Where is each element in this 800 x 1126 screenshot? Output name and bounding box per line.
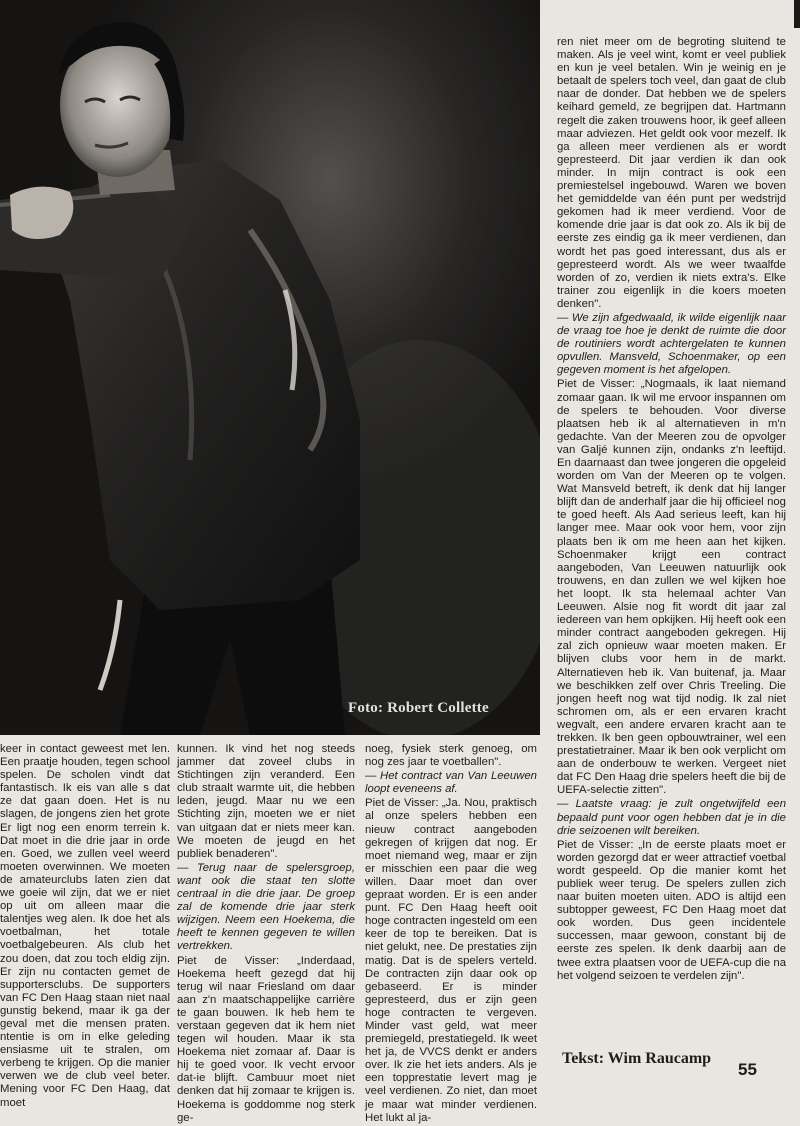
- article-byline: Tekst: Wim Raucamp: [562, 1050, 712, 1067]
- photo-credit: Foto: Robert Collette: [348, 700, 489, 716]
- page-number: 55: [738, 1060, 757, 1079]
- article-paragraph: Piet de Visser: „Nogmaals, ik laat niemand zomaar gaan. Ik wil me ervoor inspannen om de spelers te behouden. Voor diverse plaatsen heb ik al alternatieven in m'n gedachte. Van der Meeren zou de opvolger van Galjé kunnen zijn, ondanks z'n leeftijd. En daarnaast dan twee jongeren die opgeleid worden om Van der Meeren op te volgen. Wat Mansveld betreft, ik denk dat hij langer blijft dan de anderhalf jaar die hij officieel nog te goed heeft. Als Aad serieus leeft, kan hij langer mee. Maar ook voor hem, voor zijn plaats ben ik om me heen aan het kijken. Schoenmaker krijgt een contract aangeboden, Van Leeuwen natuurlijk ook trouwens, en dan zullen we wel kijken hoe het loopt. Ik sta helemaal achter Van Leeuwen. Alsie nog fit wordt dit jaar zal iedereen van hem opkijken. Hij heeft ook een minder contract aangeboden gekregen. Hij zal zich opnieuw waar moeten maken. Er blijven clubs voor hem in de markt. Alternatieven heb ik. Van buitenaf, ja. Maar we beschikken zelf over Chris Treeling. Die jongen heeft nog wat tijd nodig. Ik zal niet schromen om, als er een ervaren kracht wegvalt, een andere ervaren kracht aan te trekken. Ik ben geen opbouwtrainer, wel een prestatietrainer. Maar ik ben ook verplicht om aan de onderbouw te werken. Vergeet niet dat FC Den Haag drie spelers heeft die bij de UEFA-selectie zitten".: [557, 378, 786, 797]
- article-paragraph: — We zijn afgedwaald, ik wilde eigenlijk naar de vraag toe hoe je denkt de ruimte die door de routiniers wordt achtergelaten te kunnen opvullen. Mansveld, Schoenmaker, op een gegeven moment is het afgelopen.: [557, 311, 786, 377]
- article-paragraph: Piet de Visser: „Ja. Nou, praktisch al onze spelers hebben een nieuw contract aangeboden gekregen of krijgen dat nog. Er moet niemand weg, maar er zijn er misschien een paar die weg willen. Daar moet dan over gepraat worden. Er is een ander punt. FC Den Haag heeft ooit hoge contracten ingesteld om een keer de top te bereiken. Dat is niet gelukt, nee. De prestaties zijn matig. Dat is de spelers verteld. De contracten zijn daar ook op gebaseerd. Er is minder gepresteerd, dus er zijn geen hoge contracten te vergeven. Minder vast geld, wat meer premiegeld, prestatiegeld. Ik weet het ja, de VVCS denkt er anders over. Ik zie het iets anders. Als je een topprestatie levert mag je veel verdienen. Zo niet, dan moet je maar wat minder verdienen. Het lukt al ja-: [365, 797, 537, 1124]
- coach-figure-illustration: [0, 0, 540, 735]
- article-paragraph: ren niet meer om de begroting sluitend te maken. Als je veel wint, komt er veel publiek en kun je veel betalen. Win je weinig en je betaalt de spelers toch veel, dan gaat de club naar de donder. Dat hebben we de spelers keihard gemeld, ze begrijpen dat. Hartmann regelt die zaken trouwens hoor, ik geef alleen maar adviezen. Het geldt ook voor mezelf. Ik ga alleen meer verdienen als er wordt gepresteerd. Dit jaar verdien ik dan ook minder. In mijn contract is ook een premiestelsel ingebouwd. Waren we boven het gemiddelde van één punt per wedstrijd gekomen had ik meer verdiend. Voor de komende drie jaar is dat ook zo. Als ik bij de eerste zes eindig ga ik meer verdienen, dan wordt het pas goed interessant, dus als er gepresteerd wordt. Als we weer twaalfde worden of zo, verdien ik niets extra's. Elke trainer zou eigenlijk in die koers moeten denken".: [557, 36, 786, 310]
- article-paragraph: — Het contract van Van Leeuwen loopt eveneens af.: [365, 770, 537, 796]
- article-column-a: [0, 743, 170, 1111]
- article-paragraph: Piet de Visser: „Inderdaad, Hoekema heeft gezegd dat hij terug wil naar Friesland om daar aan z'n maatschappelijke carrière te gaan bouwen. Ik heb hem te verstaan gegeven dat ik hem niet tegen wil houden. Maar ik sta Hoekema niet zomaar af. Daar is hij te goed voor. Ik vecht ervoor dat-ie blijft. Cambuur moet niet denken dat hij zomaar te krijgen is. Hoekema is goddomme nog sterk ge-: [177, 954, 355, 1124]
- article-paragraph: — Terug naar de spelersgroep, want ook die staat ten slotte centraal in die drie jaar. De groep zal de komende drie jaar sterk wijzigen. Neem een Hoekema, die heeft te kennen gegeven te willen vertrekken.: [177, 861, 355, 953]
- article-paragraph: kunnen. Ik vind het nog steeds jammer dat zoveel clubs in Stichtingen zijn veranderd. Een club straalt warmte uit, die hebben leden, jeugd. Maar nu we een Stichting zijn, moeten we er niet van uitgaan dat er niets meer kan. We moeten de jeugd en het publiek benaderen".: [177, 743, 355, 860]
- article-column-right: [557, 36, 786, 984]
- page-edge-bar: [794, 0, 800, 28]
- article-paragraph: Piet de Visser: „In de eerste plaats moet er worden gezorgd dat er weer attractief voetbal wordt gespeeld. Op die manier komt het publiek weer terug. De spelers zullen zich naar buiten moeten uiten. ADO is altijd een subtopper geweest, FC Den Haag moet dat ook worden. Dus geen incidentele successen, maar gewoon, constant bij de eerste zes spelen. Ik denk daarbij aan de twee extra plaatsen voor de UEFA-cup die na het volgend seizoen te verdelen zijn".: [557, 838, 786, 982]
- article-column-b: [177, 743, 355, 1126]
- portrait-photo: [0, 0, 540, 735]
- article-paragraph: noeg, fysiek sterk genoeg, om nog zes jaar te voetballen".: [365, 743, 537, 769]
- article-paragraph: — Laatste vraag: je zult ongetwijfeld een bepaald punt voor ogen hebben dat je in die drie seizoenen wilt bereiken.: [557, 798, 786, 837]
- article-column-c: [365, 743, 537, 1126]
- article-paragraph: keer in contact geweest met len. Een praatje houden, tegen school spelen. De scholen vindt dat fantastisch. Ik eis van alle s dat ze dat gaan doen. Het is nu slagen, de jongens zien het grote Er ligt nog een enorm terrein k. Dat moet in die drie jaar in orde en. Goed, we zullen veel weerd moeten overwinnen. We moeten de amateurclubs laten zien dat we goeie wil zijn, dat we er niet op uit om alleen maar die talentjes weg alen. Ik doe het als voetbalman, het totale voetbalgebeuren. Als club het zou doen, dat zou toch eldig zijn. Er zijn nu contacten gemet de supportersclubs. De supporters van FC Den Haag staan niet naal gunstig bekend, maar ik ga der geval met die mensen praten. ntentie is om in elke geleding ensiasme uit te stralen, om verbeng te krijgen. Op die manier verwen we de club veel beter. Mening voor FC Den Haag, dat moet: [0, 743, 170, 1109]
